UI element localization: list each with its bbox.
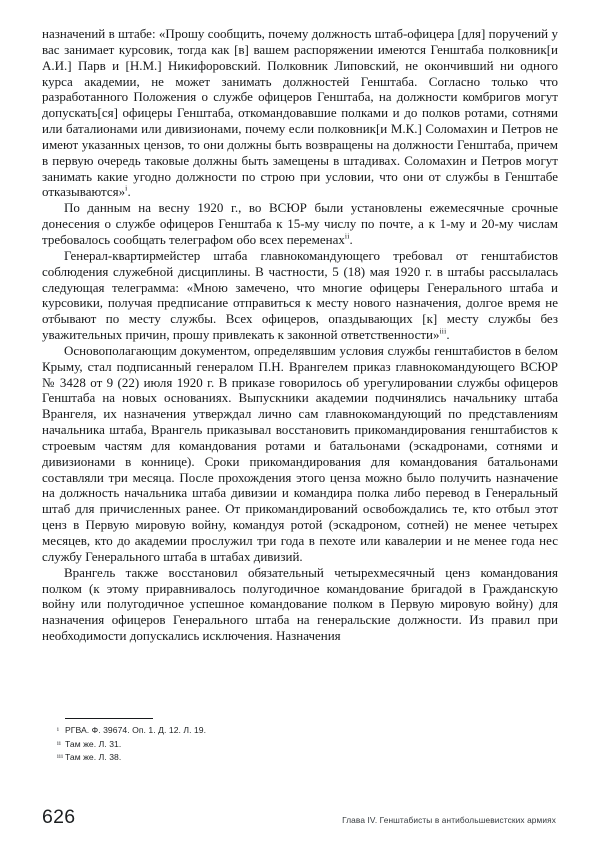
paragraph-5-text: Врангель также восстановил обязательный четырехмесячный ценз командования полком (к этому приравнивалось полугодичное командование бригадой в Гражданскую войну или полугодичное успешное командование полком в Первую мировую войну) для назначения офицеров Генерального штаба на генеральские должности. Из правил при необходимости допускались исключения. Назначения <box>42 564 558 644</box>
footnote-text-i: РГВА. Ф. 39674. Оп. 1. Д. 12. Л. 19. <box>65 725 207 736</box>
footnote-item <box>42 725 558 736</box>
footnote-text-ii: Там же. Л. 31. <box>65 738 122 749</box>
paragraph-2-tail: . <box>349 231 353 247</box>
footnote-marker-iii: iii <box>57 753 64 761</box>
footnote-marker-i: i <box>57 726 60 734</box>
paragraph-5 <box>42 565 558 644</box>
footnote-marker-ii: ii <box>57 739 62 747</box>
paragraph-2-text: По данным на весну 1920 г., во ВСЮР были установлены ежемесячные срочные донесения о службе офицеров Генштаба к 15-му числу по почте, а к 1-му и 20-му числам требовалось сообщать телеграфом обо всех переменах <box>42 200 558 247</box>
running-head: Глава IV. Генштабисты в антибольшевистских армиях <box>342 815 556 825</box>
paragraph-1-text: назначений в штабе: «Прошу сообщить, почему должность штаб-офицера [для] поручений у вас занимает курсовик, тогда как [в] вашем распоряжении имеются Генштаба полковник[и А.И.] Парв и [Н.М.] Никифоровский. Полковник Липовский, не окончивший ни одного курса академии, не может занимать должностей Генштаба. Согласно только что разработанного Положения о службе офицеров Генштаба, на должности комбригов могут допускать[ся] офицеры Генштаба, откомандовавшие полками и до полков ротами, сотнями или баталионами или дивизионами, почему если полковник[и М.К.] Соломахин и Петров не имеют указанных цензов, то они должны быть возвращены на должности Генштаба, причем в первую очередь таковые должны быть замещены в штадивах. Соломахин и Петров могут занимать какие угодно должности по строю при условии, что они от службы в Генштабе отказываются» <box>42 26 558 200</box>
footnote-item <box>42 752 558 763</box>
footnote-reference-i[interactable]: i <box>125 184 128 194</box>
paragraph-3-text: Генерал-квартирмейстер штаба главнокомандующего требовал от генштабистов соблюдения служебной дисциплины. В частности, 5 (18) мая 1920 г. в штабы рассылалась следующая телеграмма: «Мною замечено, что многие офицеры Генерального штаба и курсовики, получая предписание отправиться к месту нового назначения, долгое время не отбывают по месту службы. Всех офицеров, опаздывающих [к] месту службы без уважительных причин, прошу привлекать к законной ответственности» <box>42 247 558 343</box>
page-number: 626 <box>42 806 76 828</box>
page-footer <box>42 806 558 829</box>
footnotes-section <box>42 718 558 766</box>
paragraph-3-tail: . <box>446 327 450 343</box>
paragraph-1 <box>42 26 558 200</box>
paragraph-1-tail: . <box>127 184 131 200</box>
footnote-reference-iii[interactable]: iii <box>439 326 447 336</box>
body-text-block <box>42 26 558 644</box>
footnote-reference-ii[interactable]: ii <box>344 231 350 241</box>
footnote-separator-rule <box>65 718 153 719</box>
paragraph-2 <box>42 200 558 248</box>
paragraph-4-text: Основополагающим документом, определявшим условия службы генштабистов в белом Крыму, стал подписанный генералом П.Н. Врангелем приказ главнокомандующего ВСЮР № 3428 от 9 (22) июля 1920 г. В приказе говорилось об урегулировании службы офицеров Генштаба на новых основаниях. Выпускники академии подчинялись начальнику штаба Врангеля, их назначения утверждал лично сам главнокомандующий по представлениям начальника штаба, Врангель приказывал восстановить прикомандирования генштабистов к строевым частям для командования ротами и батальонами (эскадронами, сотнями и дивизионами в коннице). Сроки прикомандирования для командования батальонами составляли три месяца. После прохождения этого ценза можно было получить назначение на должность начальника штаба дивизии и командира полка либо перевод в Генеральный штаб для причисленных ранее. От прикомандирований освобождались те, кто отбыл этот ценз в Первую мировую войну, командуя ротой (эскадроном, сотней) не менее четырех месяцев, кто до академии прослужил три года в пехоте или кавалерии и не менее года нес службу Генерального штаба в штабах дивизий. <box>42 342 558 564</box>
paragraph-3 <box>42 248 558 343</box>
footnote-text-iii: Там же. Л. 38. <box>65 752 122 763</box>
footnote-item <box>42 739 558 750</box>
paragraph-4 <box>42 343 558 565</box>
